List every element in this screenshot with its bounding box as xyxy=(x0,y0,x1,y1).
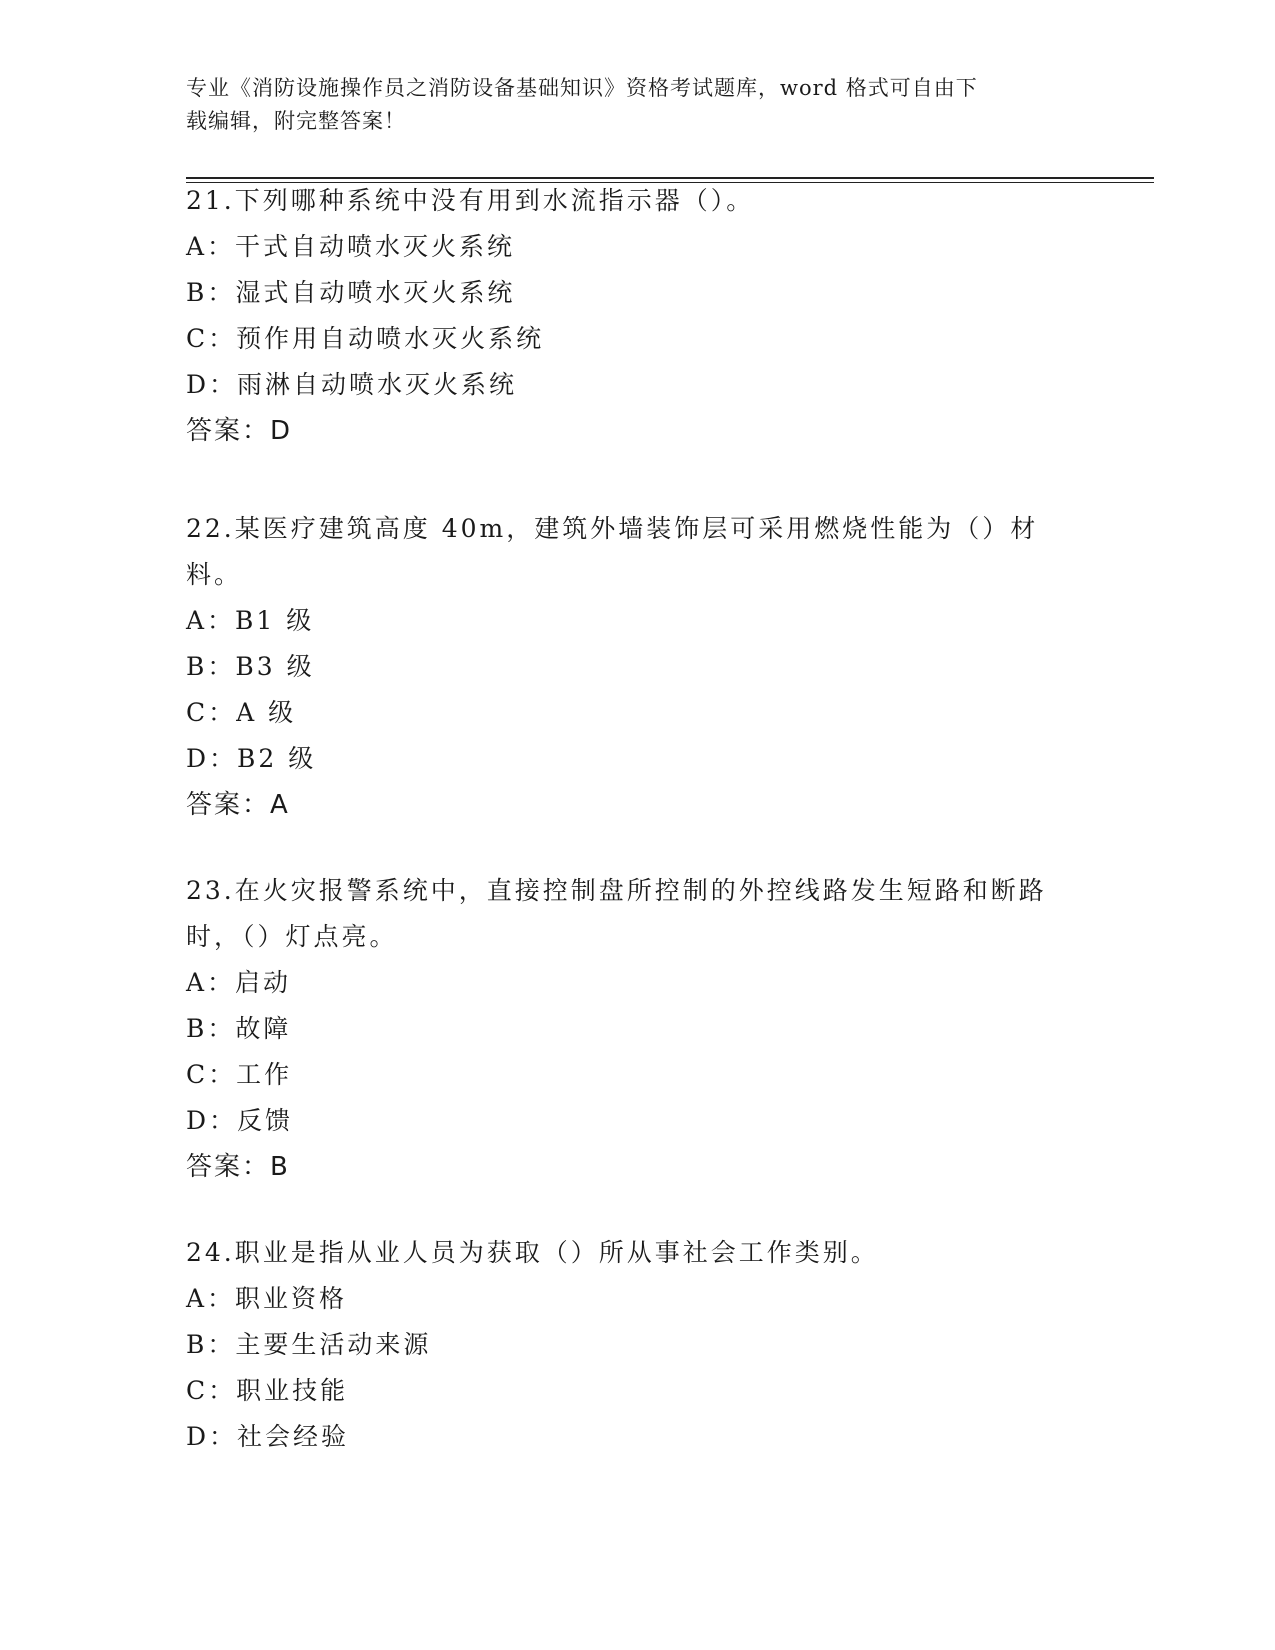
option-d: D：反馈 xyxy=(186,1106,294,1135)
option-a: A：启动 xyxy=(186,968,292,997)
answer-label: 答案：D xyxy=(186,416,293,446)
option-d: D：社会经验 xyxy=(186,1422,350,1451)
header-intro-line-1: 专业《消防设施操作员之消防设备基础知识》资格考试题库，word 格式可自由下 xyxy=(186,76,978,100)
answer-label: 答案：A xyxy=(186,790,290,820)
option-b: B：故障 xyxy=(186,1014,292,1043)
option-c: C：A 级 xyxy=(186,698,297,727)
question-stem: 22.某医疗建筑高度 40m，建筑外墙装饰层可采用燃烧性能为（）材料。 xyxy=(186,514,1039,589)
option-b: B：主要生活动来源 xyxy=(186,1330,432,1359)
answer-label: 答案：B xyxy=(186,1152,290,1182)
question-24 xyxy=(186,1230,1086,1460)
option-c: C：预作用自动喷水灭火系统 xyxy=(186,324,545,353)
question-21 xyxy=(186,178,1086,454)
question-22 xyxy=(186,506,1086,828)
option-d: D：雨淋自动喷水灭火系统 xyxy=(186,370,518,399)
option-b: B：湿式自动喷水灭火系统 xyxy=(186,278,516,307)
option-a: A：B1 级 xyxy=(186,606,315,635)
document-header xyxy=(186,72,1066,138)
question-stem: 21.下列哪种系统中没有用到水流指示器（）。 xyxy=(186,186,755,215)
question-stem: 23.在火灾报警系统中，直接控制盘所控制的外控线路发生短路和断路时，（）灯点亮。 xyxy=(186,876,1047,951)
option-c: C：工作 xyxy=(186,1060,293,1089)
question-stem: 24.职业是指从业人员为获取（）所从事社会工作类别。 xyxy=(186,1238,879,1267)
question-23 xyxy=(186,868,1086,1190)
option-b: B：B3 级 xyxy=(186,652,315,681)
option-a: A：职业资格 xyxy=(186,1284,348,1313)
option-d: D：B2 级 xyxy=(186,744,317,773)
option-a: A：干式自动喷水灭火系统 xyxy=(186,232,516,261)
header-intro-line-2: 载编辑，附完整答案！ xyxy=(186,109,406,133)
option-c: C：职业技能 xyxy=(186,1376,349,1405)
